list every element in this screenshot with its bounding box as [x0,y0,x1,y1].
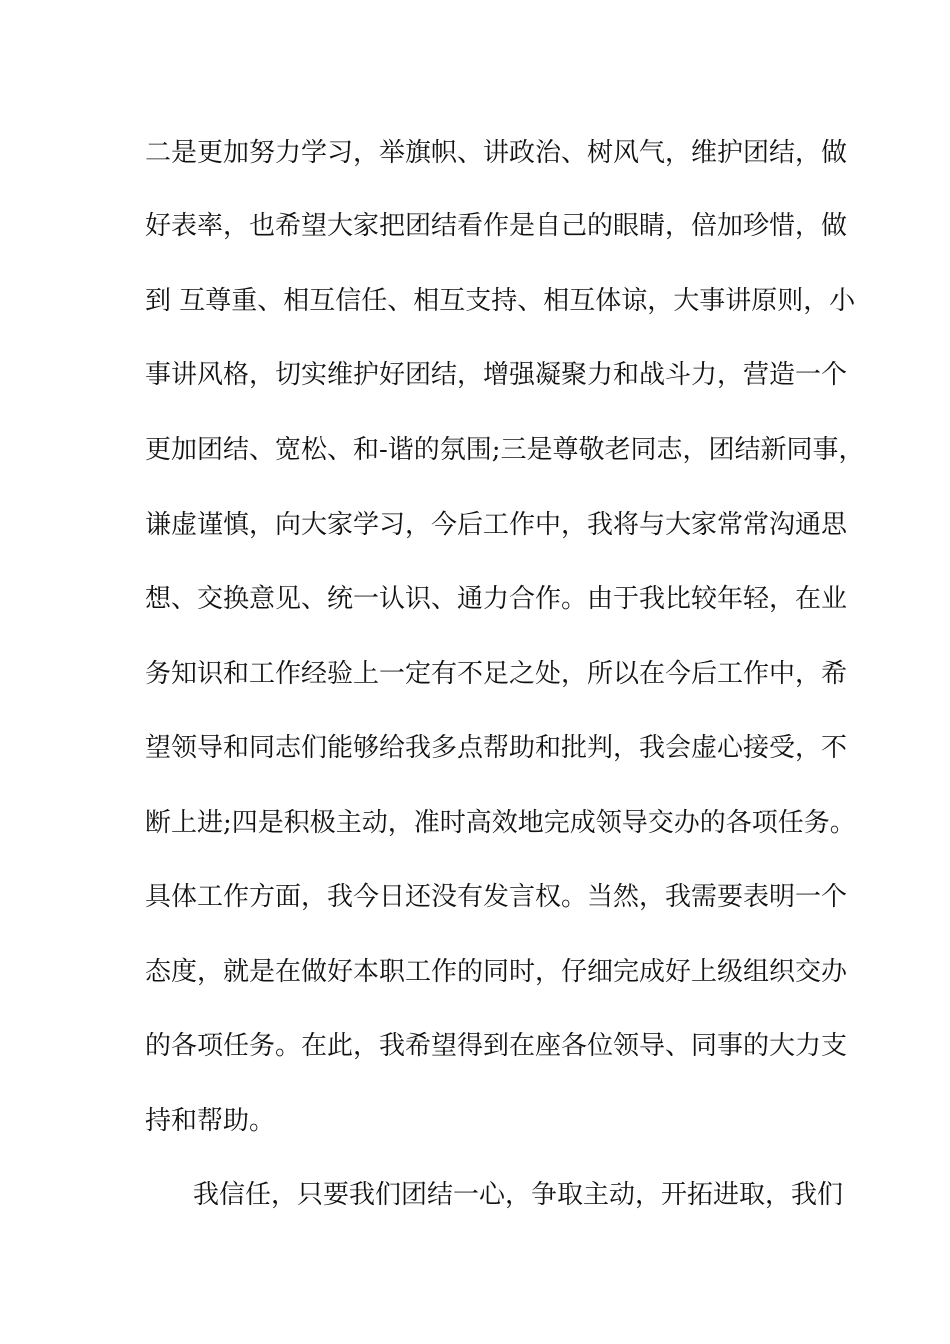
paragraph-line-10: 断上进;四是积极主动，准时高效地完成领导交办的各项任务。 [145,808,856,838]
paragraph-line-2: 好表率，也希望大家把团结看作是自己的眼睛，倍加珍惜，做 [145,211,848,241]
paragraph-line-7: 想、交换意见、统一认识、通力合作。由于我比较年轻，在业 [145,584,848,614]
paragraph-line-14: 持和帮助。 [145,1106,276,1136]
paragraph-line-11: 具体工作方面，我今日还没有发言权。当然，我需要表明一个 [145,882,848,912]
paragraph-line-6: 谦虚谨慎，向大家学习，今后工作中，我将与大家常常沟通思 [145,510,848,540]
paragraph-line-9: 望领导和同志们能够给我多点帮助和批判，我会虚心接受，不 [145,733,848,763]
paragraph-line-4: 事讲风格，切实维护好团结，增强凝聚力和战斗力，营造一个 [145,360,848,390]
paragraph-line-8: 务知识和工作经验上一定有不足之处，所以在今后工作中，希 [145,659,848,689]
paragraph-line-13: 的各项任务。在此，我希望得到在座各位领导、同事的大力支 [145,1031,848,1061]
paragraph-line-12: 态度，就是在做好本职工作的同时，仔细完成好上级组织交办 [145,957,848,987]
paragraph-line-5: 更加团结、宽松、和-谐的氛围;三是尊敬老同志，团结新同事， [145,435,865,465]
paragraph-line-1: 二是更加努力学习，举旗帜、讲政治、树风气，维护团结，做 [145,138,848,168]
paragraph-line-15: 我信任，只要我们团结一心，争取主动，开拓进取，我们 [193,1180,844,1210]
paragraph-line-3: 到 互尊重、相互信任、相互支持、相互体谅，大事讲原则，小 [145,286,856,316]
